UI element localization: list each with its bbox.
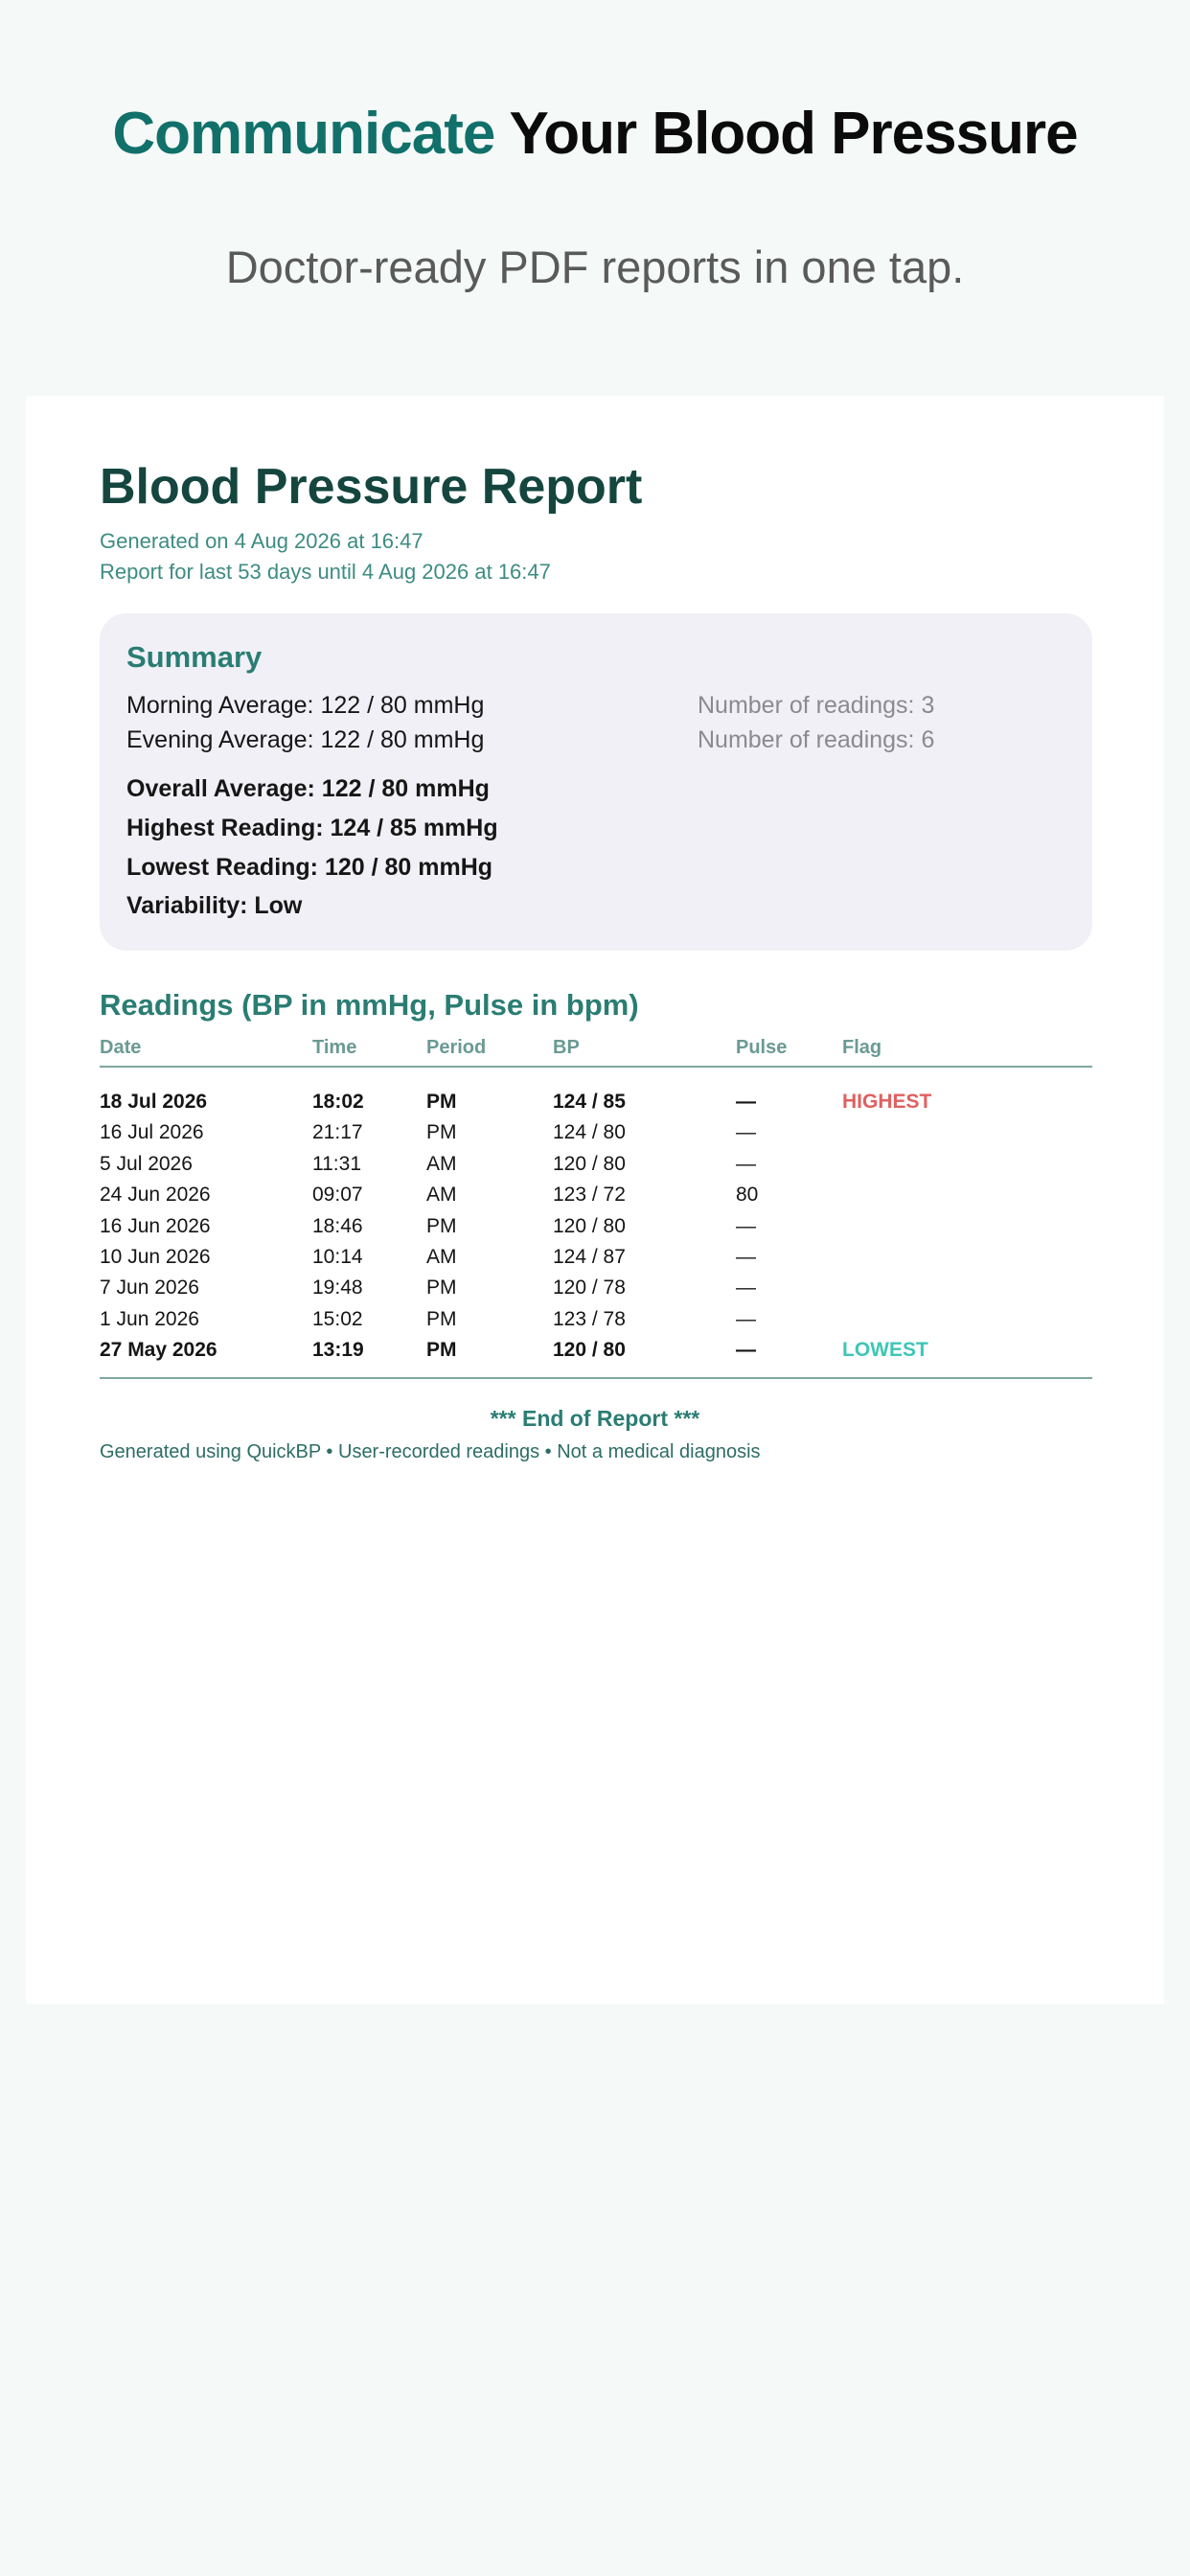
cell-period: PM [426,1121,457,1143]
cell-pulse: — [736,1153,756,1175]
cell-flag: HIGHEST [842,1091,932,1113]
cell-time: 21:17 [312,1121,363,1143]
cell-period: AM [426,1246,457,1268]
cell-period: AM [426,1153,457,1175]
cell-flag: LOWEST [842,1339,928,1361]
cell-bp: 120 / 80 [553,1153,626,1175]
cell-time: 15:02 [312,1308,363,1330]
table-footer-rule [100,1377,1092,1379]
cell-period: AM [426,1184,457,1206]
column-header-pulse: Pulse [736,1037,788,1058]
summary-card [100,613,1092,951]
evening-average: Evening Average: 122 / 80 mmHg [126,726,485,753]
cell-date: 16 Jun 2026 [100,1215,211,1237]
report-title: Blood Pressure Report [100,459,643,515]
report-preview [26,396,1164,2004]
cell-time: 18:02 [312,1091,364,1113]
variability: Variability: Low [126,892,303,919]
morning-count: Number of readings: 3 [698,692,935,719]
highest-reading: Highest Reading: 124 / 85 mmHg [126,815,498,841]
cell-date: 5 Jul 2026 [100,1153,193,1175]
cell-date: 27 May 2026 [100,1339,217,1361]
cell-bp: 124 / 85 [553,1091,626,1113]
report-period: Report for last 53 days until 4 Aug 2026 at 16:47 [100,560,551,584]
cell-bp: 120 / 80 [553,1339,626,1361]
cell-bp: 124 / 87 [553,1246,626,1268]
table-header-rule [100,1066,1092,1068]
cell-pulse: — [736,1339,756,1361]
column-header-time: Time [312,1037,357,1058]
column-header-period: Period [426,1037,487,1058]
cell-pulse: — [736,1121,756,1143]
cell-pulse: — [736,1308,756,1330]
cell-period: PM [426,1339,457,1361]
cell-time: 11:31 [312,1153,361,1175]
generated-on: Generated on 4 Aug 2026 at 16:47 [100,529,423,553]
cell-time: 19:48 [312,1276,363,1299]
cell-time: 09:07 [312,1184,363,1206]
cell-date: 16 Jul 2026 [100,1121,204,1143]
column-header-bp: BP [553,1037,580,1058]
cell-time: 13:19 [312,1339,364,1361]
headline-rest: Your Blood Pressure [509,101,1078,167]
report-footer: Generated using QuickBP • User-recorded readings • Not a medical diagnosis [100,1441,761,1462]
cell-bp: 120 / 80 [553,1215,626,1237]
marketing-subheadline: Doctor-ready PDF reports in one tap. [225,242,965,292]
end-of-report: *** End of Report *** [490,1406,700,1431]
readings-title: Readings (BP in mmHg, Pulse in bpm) [100,988,639,1022]
cell-time: 18:46 [312,1215,363,1237]
headline-accent: Communicate [112,101,495,167]
cell-pulse: — [736,1246,756,1268]
cell-pulse: 80 [736,1184,759,1206]
column-header-flag: Flag [842,1037,882,1058]
cell-bp: 123 / 72 [553,1184,626,1206]
cell-pulse: — [736,1276,756,1299]
summary-title: Summary [126,640,263,674]
cell-date: 10 Jun 2026 [100,1246,211,1268]
cell-period: PM [426,1308,457,1330]
column-header-date: Date [100,1037,142,1058]
lowest-reading: Lowest Reading: 120 / 80 mmHg [126,854,493,881]
cell-pulse: — [736,1091,756,1113]
cell-bp: 123 / 78 [553,1308,626,1330]
cell-time: 10:14 [312,1246,363,1268]
morning-average: Morning Average: 122 / 80 mmHg [126,692,485,719]
marketing-headline [0,100,1190,168]
evening-count: Number of readings: 6 [698,726,935,753]
cell-bp: 124 / 80 [553,1121,626,1143]
cell-period: PM [426,1091,457,1113]
cell-bp: 120 / 78 [553,1276,626,1299]
cell-period: PM [426,1276,457,1299]
cell-date: 7 Jun 2026 [100,1276,199,1299]
overall-average: Overall Average: 122 / 80 mmHg [126,775,490,802]
cell-date: 24 Jun 2026 [100,1184,211,1206]
cell-pulse: — [736,1215,756,1237]
cell-period: PM [426,1215,457,1237]
cell-date: 1 Jun 2026 [100,1308,199,1330]
cell-date: 18 Jul 2026 [100,1091,208,1113]
